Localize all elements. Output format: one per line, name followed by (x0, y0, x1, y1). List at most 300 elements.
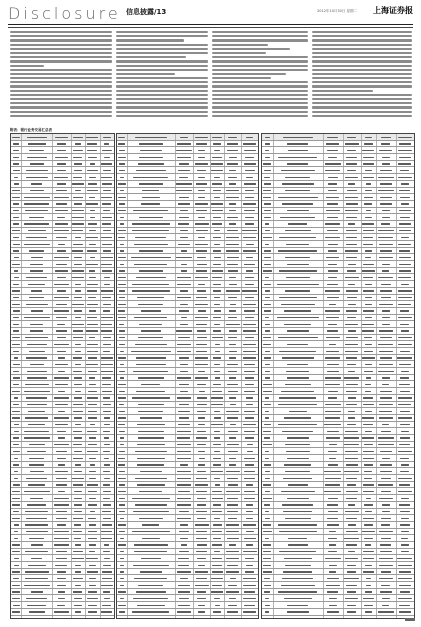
table-row (11, 462, 114, 469)
table-cell (52, 181, 72, 187)
table-cell (127, 288, 176, 294)
table-cell (273, 555, 324, 561)
cell-text (401, 464, 409, 465)
table-cell (85, 321, 100, 327)
table-cell (71, 422, 86, 428)
text-line (116, 106, 208, 108)
table-cell (361, 582, 377, 588)
table-row (262, 167, 414, 174)
table-cell (376, 134, 397, 140)
cell-text (54, 177, 68, 178)
table-cell (376, 288, 397, 294)
cell-text (379, 330, 393, 331)
cell-text (346, 464, 358, 465)
table-cell (71, 482, 86, 488)
table-cell (343, 388, 362, 394)
table-cell (343, 161, 362, 167)
table-cell (396, 495, 414, 501)
cell-text (12, 264, 21, 265)
table-cell (193, 288, 211, 294)
table-row (262, 188, 414, 195)
cell-text (75, 190, 81, 191)
table-cell (175, 355, 194, 361)
table-cell (376, 361, 397, 367)
cell-text (88, 411, 97, 412)
cell-text (212, 223, 222, 224)
table-cell (127, 549, 176, 555)
table-cell (343, 268, 362, 274)
cell-text (101, 364, 113, 365)
table-cell (175, 301, 194, 307)
table-cell (210, 141, 225, 147)
table-cell (224, 475, 242, 481)
table-cell (361, 442, 377, 448)
cell-text (285, 518, 311, 519)
cell-text (263, 571, 272, 572)
cell-text (89, 565, 96, 566)
cell-text (120, 190, 124, 191)
cell-text (264, 357, 270, 358)
cell-text (379, 404, 393, 405)
cell-text (398, 317, 412, 318)
table-cell (323, 428, 344, 434)
table-cell (210, 562, 225, 568)
cell-text (265, 598, 269, 599)
table-cell (323, 435, 344, 441)
text-line (116, 60, 208, 62)
cell-text (31, 290, 43, 291)
table-cell (175, 402, 194, 408)
cell-text (229, 377, 236, 378)
table-cell (396, 509, 414, 515)
table-row (117, 435, 258, 442)
table-row (11, 422, 114, 429)
table-cell (71, 448, 86, 454)
table-cell (376, 188, 397, 194)
cell-text (214, 197, 219, 198)
cell-text (72, 277, 84, 278)
cell-text (382, 270, 389, 271)
cell-text (103, 565, 111, 566)
table-row (262, 515, 414, 522)
cell-text (74, 397, 82, 398)
table-cell (343, 522, 362, 528)
cell-text (74, 384, 82, 385)
table-cell (241, 321, 258, 327)
cell-text (177, 618, 192, 619)
table-cell (273, 408, 324, 414)
table-cell (193, 208, 211, 214)
table-row (117, 194, 258, 201)
cell-text (87, 190, 98, 191)
table-cell (100, 562, 114, 568)
cell-text (401, 371, 409, 372)
table-cell (71, 181, 86, 187)
table-cell (127, 388, 176, 394)
table-cell (361, 188, 377, 194)
table-cell (361, 475, 377, 481)
cell-text (263, 551, 271, 552)
table-cell (127, 141, 176, 147)
table-cell (224, 609, 242, 615)
table-row (262, 141, 414, 148)
cell-text (382, 424, 389, 425)
table-row (117, 549, 258, 556)
cell-text (142, 197, 160, 198)
cell-text (90, 210, 95, 211)
table-cell (224, 174, 242, 180)
text-line (10, 31, 112, 33)
table-cell (323, 161, 344, 167)
cell-text (364, 605, 374, 606)
text-line (10, 115, 112, 117)
table-cell (396, 522, 414, 528)
section-wordmark: Disclosure (8, 4, 121, 23)
table-row (117, 234, 258, 241)
table-cell (396, 488, 414, 494)
cell-text (228, 177, 237, 178)
cell-text (287, 210, 309, 211)
cell-text (212, 531, 223, 532)
table-cell (343, 549, 362, 555)
cell-text (89, 471, 95, 472)
cell-text (197, 471, 206, 472)
cell-text (54, 611, 69, 612)
table-row (117, 468, 258, 475)
cell-text (285, 177, 310, 178)
cell-text (379, 565, 393, 566)
cell-text (399, 270, 411, 271)
table-cell (21, 315, 53, 321)
text-line (212, 85, 308, 87)
table-cell (323, 261, 344, 267)
cell-text (228, 451, 238, 452)
cell-text (138, 431, 164, 432)
cell-text (197, 504, 207, 505)
table-cell (376, 295, 397, 301)
table-cell (361, 602, 377, 608)
cell-text (118, 605, 126, 606)
table-cell (193, 161, 211, 167)
cell-text (212, 585, 222, 586)
cell-text (138, 304, 163, 305)
cell-text (284, 598, 312, 599)
cell-text (178, 203, 190, 204)
table-cell (323, 509, 344, 515)
table-cell (323, 181, 344, 187)
cell-text (13, 404, 18, 405)
table-cell (193, 375, 211, 381)
cell-text (365, 250, 373, 251)
table-cell (273, 368, 324, 374)
table-row (117, 174, 258, 181)
table-cell (210, 522, 225, 528)
table-cell (396, 468, 414, 474)
table-row (117, 455, 258, 462)
table-cell (396, 368, 414, 374)
cell-text (364, 524, 373, 525)
cell-text (118, 257, 126, 258)
cell-text (29, 538, 44, 539)
table-cell (71, 555, 86, 561)
table-cell (127, 268, 176, 274)
cell-text (88, 504, 97, 505)
cell-text (141, 384, 160, 385)
cell-text (264, 585, 270, 586)
cell-text (119, 203, 125, 204)
table-cell (127, 435, 176, 441)
table-cell (241, 522, 258, 528)
table-cell (85, 368, 100, 374)
table-cell (52, 174, 72, 180)
table-cell (343, 595, 362, 601)
table-cell (52, 595, 72, 601)
cell-text (363, 310, 373, 311)
table-cell (127, 254, 176, 260)
table-cell (52, 288, 72, 294)
table-cell (396, 248, 414, 254)
table-cell (376, 616, 397, 620)
table-cell (323, 368, 344, 374)
table-cell (21, 569, 53, 575)
table-cell (396, 388, 414, 394)
cell-text (177, 297, 191, 298)
table-cell (127, 248, 176, 254)
cell-text (401, 237, 409, 238)
cell-text (345, 250, 358, 251)
table-cell (210, 549, 225, 555)
table-cell (376, 141, 397, 147)
cell-text (213, 264, 221, 265)
table-cell (127, 428, 176, 434)
cell-text (399, 190, 410, 191)
cell-text (347, 317, 356, 318)
cell-text (325, 163, 341, 164)
table-cell (376, 335, 397, 341)
table-cell (85, 301, 100, 307)
table-cell (175, 134, 194, 140)
table-cell (224, 241, 242, 247)
cell-text (138, 437, 163, 438)
table-cell (71, 455, 86, 461)
table-cell (193, 328, 211, 334)
cell-text (196, 297, 207, 298)
table-cell (343, 194, 362, 200)
table-cell (21, 428, 53, 434)
cell-text (229, 458, 236, 459)
cell-text (73, 357, 82, 358)
cell-text (54, 538, 69, 539)
table-cell (100, 167, 114, 173)
table-row (262, 181, 414, 188)
cell-text (58, 491, 65, 492)
table-cell (100, 194, 114, 200)
table-cell (343, 515, 362, 521)
cell-text (102, 377, 111, 378)
cell-text (401, 531, 409, 532)
table-cell (71, 361, 86, 367)
cell-text (56, 484, 67, 485)
cell-text (73, 411, 84, 412)
cell-text (177, 431, 192, 432)
cell-text (13, 310, 20, 311)
table-cell (100, 174, 114, 180)
table-cell (323, 468, 344, 474)
table-row (11, 328, 114, 335)
cell-text (244, 310, 254, 311)
text-line (212, 115, 308, 117)
cell-text (363, 558, 373, 559)
cell-text (57, 524, 67, 525)
table-cell (396, 595, 414, 601)
table-cell (127, 495, 176, 501)
table-cell (396, 154, 414, 160)
cell-text (27, 371, 47, 372)
cell-text (382, 317, 390, 318)
table-cell (193, 422, 211, 428)
table-row (117, 368, 258, 375)
table-cell (71, 595, 86, 601)
cell-text (328, 177, 338, 178)
cell-text (196, 324, 207, 325)
cell-text (347, 297, 357, 298)
cell-text (346, 157, 358, 158)
table-cell (85, 234, 100, 240)
cell-text (196, 538, 207, 539)
cell-text (398, 290, 412, 291)
table-cell (175, 395, 194, 401)
table-cell (210, 268, 225, 274)
table-cell (323, 194, 344, 200)
text-line (212, 94, 308, 96)
cell-text (398, 337, 412, 338)
table-cell (175, 281, 194, 287)
table-cell (193, 181, 211, 187)
table-cell (241, 154, 258, 160)
table-cell (241, 335, 258, 341)
table-cell (85, 188, 100, 194)
table-cell (361, 616, 377, 620)
table-cell (273, 395, 324, 401)
table-row (11, 442, 114, 449)
text-line (312, 44, 412, 46)
cell-text (74, 417, 82, 418)
cell-text (279, 351, 316, 352)
table-cell (21, 442, 53, 448)
cell-text (197, 558, 206, 559)
table-cell (361, 375, 377, 381)
text-line (116, 31, 208, 33)
cell-text (381, 518, 391, 519)
table-cell (343, 335, 362, 341)
table-cell (273, 415, 324, 421)
table-row (262, 428, 414, 435)
text-line (10, 106, 112, 108)
cell-text (25, 511, 48, 512)
cell-text (28, 484, 45, 485)
text-line (10, 98, 112, 100)
table-cell (376, 402, 397, 408)
table-cell (71, 261, 86, 267)
cell-text (102, 270, 112, 271)
cell-text (245, 217, 254, 218)
table-cell (241, 188, 258, 194)
cell-text (26, 518, 47, 519)
cell-text (246, 565, 253, 566)
cell-text (347, 424, 356, 425)
table-cell (21, 488, 53, 494)
cell-text (176, 190, 191, 191)
table-cell (52, 248, 72, 254)
cell-text (263, 391, 272, 392)
table-cell (241, 381, 258, 387)
table-cell (71, 468, 86, 474)
cell-text (286, 371, 309, 372)
cell-text (177, 277, 191, 278)
cell-text (380, 337, 392, 338)
cell-text (12, 571, 20, 572)
table-cell (21, 589, 53, 595)
cell-text (346, 478, 357, 479)
text-line (10, 81, 112, 83)
table-cell (273, 221, 324, 227)
table-cell (193, 515, 211, 521)
cell-text (196, 143, 207, 144)
table-cell (224, 274, 242, 280)
cell-text (177, 518, 192, 519)
table-cell (361, 295, 377, 301)
table-cell (396, 141, 414, 147)
text-line (116, 115, 208, 117)
cell-text (346, 237, 357, 238)
text-line (212, 39, 308, 41)
cell-text (103, 504, 111, 505)
table-cell (52, 402, 72, 408)
table-cell (100, 555, 114, 561)
table-cell (224, 415, 242, 421)
table-cell (85, 589, 100, 595)
table-cell (376, 542, 397, 548)
table-row (117, 341, 258, 348)
table-cell (193, 355, 211, 361)
cell-text (75, 565, 81, 566)
table-cell (224, 321, 242, 327)
cell-text (399, 585, 411, 586)
cell-text (139, 217, 163, 218)
table-cell (361, 435, 377, 441)
cell-text (180, 210, 187, 211)
table-row (117, 415, 258, 422)
table-cell (175, 241, 194, 247)
cell-text (243, 585, 257, 586)
table-cell (21, 221, 53, 227)
cell-text (213, 217, 221, 218)
table-cell (85, 495, 100, 501)
table-cell (343, 368, 362, 374)
cell-text (136, 277, 166, 278)
table-cell (273, 194, 324, 200)
cell-text (344, 538, 359, 539)
table-cell (210, 361, 225, 367)
cell-text (263, 558, 271, 559)
cell-text (13, 605, 20, 606)
table-cell (85, 381, 100, 387)
table-row (117, 288, 258, 295)
cell-text (264, 217, 271, 218)
cell-text (27, 451, 46, 452)
table-cell (100, 188, 114, 194)
cell-text (177, 444, 191, 445)
